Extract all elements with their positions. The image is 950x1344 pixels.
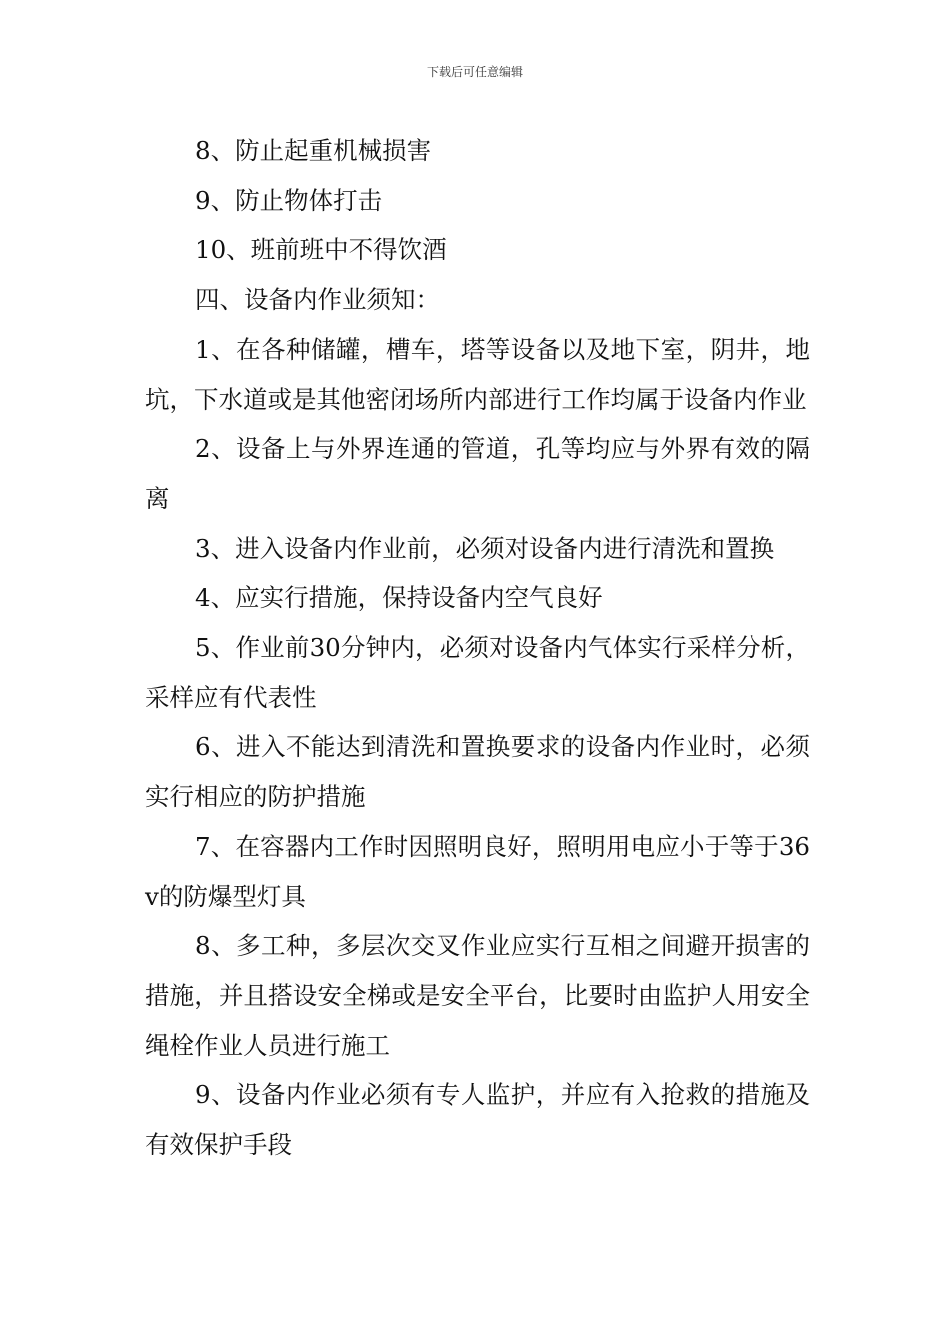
- paragraph-rule-4: 4、应实行措施，保持设备内空气良好: [195, 583, 603, 613]
- paragraph-rule-8: 8、多工种，多层次交叉作业应实行互相之间避开损害的措施，并且搭设安全梯或是安全平台，比要时由监护人用安全绳栓作业人员进行施工: [145, 931, 810, 1060]
- paragraph-rule-2: 2、设备上与外界连通的管道，孔等均应与外界有效的隔离: [145, 434, 810, 513]
- paragraph-item-9-strike: 9、防止物体打击: [195, 185, 383, 215]
- paragraph-rule-1: 1、在各种储罐，槽车，塔等设备以及地下室，阴井，地坑，下水道或是其他密闭场所内部进行工作均属于设备内作业: [145, 334, 810, 414]
- section-heading-equipment: 四、设备内作业须知：: [195, 285, 440, 315]
- document-body: [145, 126, 810, 1170]
- paragraph-rule-3: 3、进入设备内作业前，必须对设备内进行清洗和置换: [195, 533, 775, 563]
- page-header: 下载后可任意编辑: [426, 65, 523, 79]
- paragraph-rule-7: 7、在容器内工作时因照明良好，照明用电应小于等于36v的防爆型灯具: [145, 831, 810, 911]
- paragraph-item-10-alcohol: 10、班前班中不得饮酒: [195, 235, 447, 265]
- paragraph-rule-5: 5、作业前30分钟内，必须对设备内气体实行采样分析，采样应有代表性: [145, 633, 810, 712]
- paragraph-item-8-crane: 8、防止起重机械损害: [195, 136, 432, 165]
- paragraph-rule-6: 6、进入不能达到清洗和置换要求的设备内作业时，必须实行相应的防护措施: [145, 732, 810, 812]
- paragraph-rule-9: 9、设备内作业必须有专人监护，并应有入抢救的措施及有效保护手段: [145, 1080, 810, 1160]
